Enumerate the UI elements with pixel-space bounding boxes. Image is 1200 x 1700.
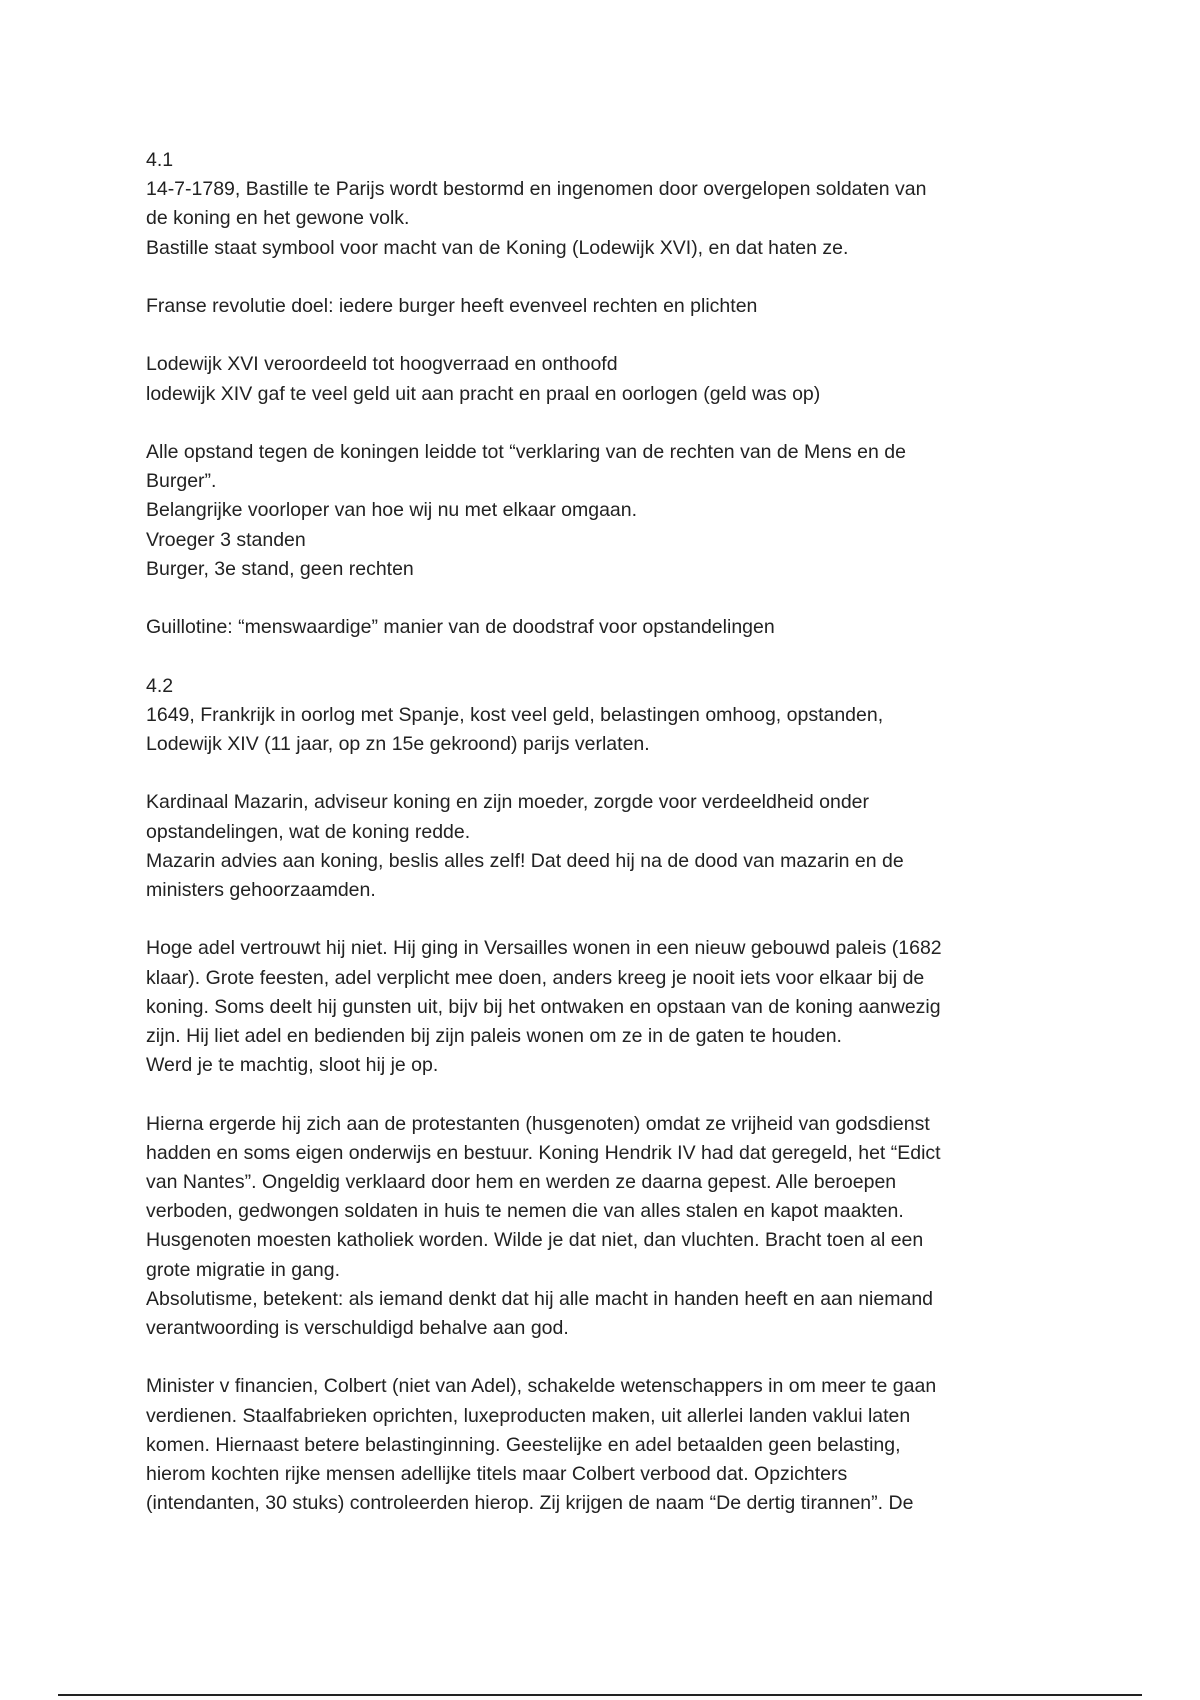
text-line: Lodewijk XIV (11 jaar, op zn 15e gekroond) parijs verlaten. (146, 732, 650, 755)
text-line: verdienen. Staalfabrieken oprichten, luxeproducten maken, uit allerlei landen vaklui laten (146, 1404, 911, 1427)
paragraph-spacer (146, 1343, 1066, 1372)
text-line: van Nantes”. Ongeldig verklaard door hem en werden ze daarna gepest. Alle beroepen (146, 1170, 897, 1193)
text-line: hierom kochten rijke mensen adellijke titels maar Colbert verbood dat. Opzichters (146, 1463, 848, 1485)
text-line: verantwoording is verschuldigd behalve aan god. (146, 1317, 569, 1339)
text-line: (intendanten, 30 stuks) controleerden hierop. Zij krijgen de naam “De dertig tirannen”. De (146, 1492, 914, 1515)
text-line: Burger, 3e stand, geen rechten (146, 557, 414, 580)
text-line: klaar). Grote feesten, adel verplicht mee doen, anders kreeg je nooit iets voor elkaar bij de (146, 966, 925, 989)
text-line: zijn. Hij liet adel en bedienden bij zijn paleis wonen om ze in de gaten te houden. (146, 1024, 842, 1047)
text-line: Alle opstand tegen de koningen leidde tot “verklaring van de rechten van de Mens en de (146, 440, 906, 463)
text-line: Belangrijke voorloper van hoe wij nu met elkaar omgaan. (146, 499, 638, 522)
text-line: Minister v financien, Colbert (niet van Adel), schakelde wetenschappers in om meer te gaan (146, 1375, 937, 1398)
paragraph-spacer (146, 642, 1066, 671)
text-line: ministers gehoorzaamden. (146, 878, 376, 901)
text-line: Bastille staat symbool voor macht van de Koning (Lodewijk XVI), en dat haten ze. (146, 236, 849, 259)
text-line: komen. Hiernaast betere belastinginning. Geestelijke en adel betaalden geen belasting, (146, 1433, 901, 1456)
text-line: Guillotine: “menswaardige” manier van de doodstraf voor opstandelingen (146, 616, 775, 639)
text-line: Mazarin advies aan koning, beslis alles zelf! Dat deed hij na de dood van mazarin en de (146, 849, 904, 872)
paragraph (146, 146, 1066, 263)
text-line: verboden, gedwongen soldaten in huis te nemen die van alles stalen en kapot maakten. (146, 1200, 904, 1223)
text-line: 14-7-1789, Bastille te Parijs wordt bestormd en ingenomen door overgelopen soldaten van (146, 178, 927, 201)
paragraph-spacer (146, 321, 1066, 350)
paragraph (146, 1110, 1066, 1344)
text-line: lodewijk XIV gaf te veel geld uit aan pracht en praal en oorlogen (geld was op) (146, 382, 821, 405)
paragraph (146, 672, 1066, 760)
text-line: Burger”. (146, 470, 217, 493)
paragraph-spacer (146, 263, 1066, 292)
text-line: Kardinaal Mazarin, adviseur koning en zijn moeder, zorgde voor verdeeldheid onder (146, 791, 870, 814)
paragraph (146, 292, 1066, 321)
paragraph-spacer (146, 1080, 1066, 1109)
text-line: 1649, Frankrijk in oorlog met Spanje, kost veel geld, belastingen omhoog, opstanden, (146, 703, 884, 726)
text-line: hadden en soms eigen onderwijs en bestuur. Koning Hendrik IV had dat geregeld, het “Edict (146, 1141, 941, 1164)
text-line: 4.1 (146, 149, 174, 171)
text-line: Werd je te machtig, sloot hij je op. (146, 1054, 439, 1077)
paragraph-spacer (146, 905, 1066, 934)
paragraph-spacer (146, 584, 1066, 613)
text-line: 4.2 (146, 674, 174, 697)
text-line: de koning en het gewone volk. (146, 207, 410, 230)
document-page (146, 146, 1066, 1518)
paragraph-spacer (146, 759, 1066, 788)
text-line: opstandelingen, wat de koning redde. (146, 820, 471, 843)
text-line: koning. Soms deelt hij gunsten uit, bijv bij het ontwaken en opstaan van de koning aanwezig (146, 995, 941, 1018)
paragraph (146, 1372, 1066, 1518)
text-line: Hierna ergerde hij zich aan de protestanten (husgenoten) omdat ze vrijheid van godsdienst (146, 1112, 930, 1135)
paragraph (146, 613, 1066, 642)
text-line: Vroeger 3 standen (146, 528, 306, 551)
paragraph-spacer (146, 409, 1066, 438)
paragraph (146, 350, 1066, 408)
paragraph (146, 934, 1066, 1080)
text-line: grote migratie in gang. (146, 1258, 341, 1281)
paragraph (146, 438, 1066, 584)
text-line: Absolutisme, betekent: als iemand denkt dat hij alle macht in handen heeft en aan niemand (146, 1287, 934, 1310)
text-line: Lodewijk XVI veroordeeld tot hoogverraad en onthoofd (146, 353, 618, 376)
text-line: Husgenoten moesten katholiek worden. Wilde je dat niet, dan vluchten. Bracht toen al een (146, 1229, 924, 1252)
paragraph (146, 788, 1066, 905)
text-line: Hoge adel vertrouwt hij niet. Hij ging in Versailles wonen in een nieuw gebouwd paleis (1682 (146, 937, 942, 960)
page-bottom-rule (58, 1694, 1142, 1696)
text-line: Franse revolutie doel: iedere burger heeft evenveel rechten en plichten (146, 295, 758, 317)
